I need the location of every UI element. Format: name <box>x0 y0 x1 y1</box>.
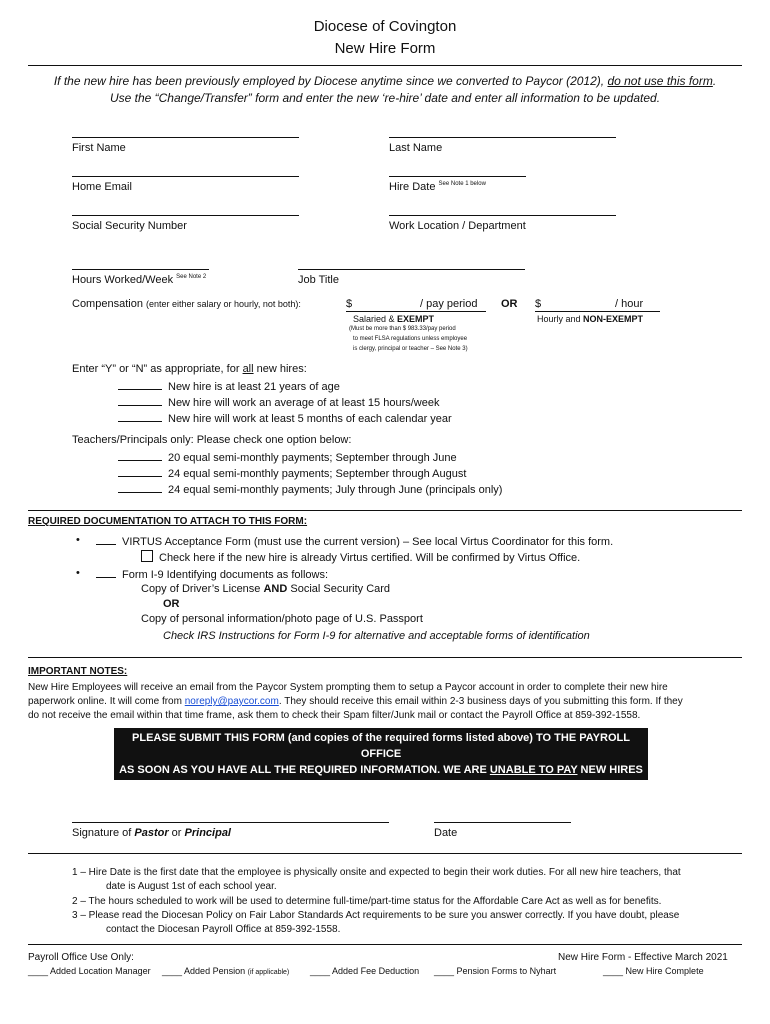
footer-blank-pension[interactable]: ____ <box>162 966 183 976</box>
pay-period-label: / pay period <box>420 298 478 310</box>
required-divider <box>28 510 742 511</box>
hourly-nonexempt-label <box>537 314 643 324</box>
submit-notice-box <box>114 728 648 792</box>
or-label: OR <box>501 298 518 310</box>
teacher-text-1: 20 equal semi-monthly payments; September through June <box>168 452 457 464</box>
intro-text-c: . <box>712 74 717 88</box>
teacher-blank-2[interactable] <box>118 466 162 477</box>
org-title: Diocese of Covington <box>313 18 457 35</box>
notice-line-2-c: NEW HIRES <box>577 764 643 776</box>
hours-line[interactable] <box>72 269 209 270</box>
yn-text-months: New hire will work at least 5 months of each calendar year <box>168 413 452 425</box>
notice-line-3-c: REQUESTED FORMS HAVE BEEN COMPLETED AND SUBMITTED THROUGH PAYCOR. <box>180 780 638 792</box>
exempt-note-2: to meet FLSA regulations unless employee <box>353 336 468 342</box>
hourly-field[interactable] <box>535 298 660 312</box>
footnote-1-a: 1 – Hire Date is the first date that the employee is physically onsite and expected to begin their work duties. For all new hire teachers, that <box>72 867 681 878</box>
teacher-blank-1[interactable] <box>118 450 162 461</box>
teachers-intro: Teachers/Principals only: Please check one option below: <box>72 434 352 446</box>
hire-date-text: Hire Date <box>389 181 436 193</box>
notes-line-3: do not receive the email within that time frame, ask them to check their Spam filter/Junk mail or contact the Payroll Office at 859-392-1558. <box>28 710 641 721</box>
exempt-text: EXEMPT <box>397 314 435 324</box>
copy-dl-a: Copy of Driver’s License <box>141 583 264 595</box>
copy-dl-and: AND <box>263 583 288 595</box>
hire-date-line[interactable] <box>389 176 526 177</box>
form-title: New Hire Form <box>334 40 436 57</box>
or-docs: OR <box>163 598 180 610</box>
hours-label <box>72 274 206 286</box>
footer-complete-text: New Hire Complete <box>625 966 704 976</box>
ssn-label: Social Security Number <box>72 220 187 232</box>
teacher-option-2 <box>118 466 466 480</box>
effective-label: New Hire Form - Effective March 2021 <box>558 952 728 963</box>
exempt-note-1: (Must be more than $ 983.33/pay period <box>349 326 456 332</box>
yn-intro-a: Enter “Y” or “N” as appropriate, for <box>72 363 243 375</box>
footer-location <box>28 966 151 976</box>
irs-instructions: Check IRS Instructions for Form I-9 for alternative and acceptable forms of identification <box>163 630 590 642</box>
bullet-virtus: • <box>76 534 80 546</box>
exempt-note-3: is clergy, principal or teacher – See Note 3) <box>353 346 468 352</box>
footer-pension-note: (if applicable) <box>247 969 290 976</box>
header-divider <box>28 65 742 66</box>
yn-blank-age[interactable] <box>118 379 162 390</box>
notes-line-1: New Hire Employees will receive an email from the Paycor System prompting them to setup a Paycor account in order to complete their new hire <box>28 682 668 693</box>
notes-line-2 <box>28 696 683 707</box>
first-name-line[interactable] <box>72 137 299 138</box>
footer-blank-complete[interactable]: ____ <box>603 966 624 976</box>
hour-label: / hour <box>615 298 644 310</box>
hours-text: Hours Worked/Week <box>72 274 174 286</box>
job-title-label: Job Title <box>298 274 339 286</box>
signature-label <box>72 827 231 839</box>
notes-line-2-a: paperwork online. It will come from <box>28 696 185 707</box>
job-title-line[interactable] <box>298 269 525 270</box>
notice-line-3-a: UNTIL <box>124 780 160 792</box>
footnote-3-a: 3 – Please read the Diocesan Policy on Fair Labor Standards Act requirements to be sure you answer correctly. If you have doubt, please <box>72 910 680 921</box>
virtus-blank[interactable] <box>96 534 116 545</box>
footer-fee-text: Added Fee Deduction <box>332 966 420 976</box>
yn-text-age: New hire is at least 21 years of age <box>168 381 340 393</box>
footer-divider <box>28 944 742 945</box>
footer-nyhart-text: Pension Forms to Nyhart <box>456 966 557 976</box>
intro-text-emphasis: do not use this form <box>607 74 713 88</box>
payroll-use-label: Payroll Office Use Only: <box>28 952 134 963</box>
i9-text: Form I-9 Identifying documents as follows: <box>122 569 329 581</box>
date-line[interactable] <box>434 822 571 823</box>
work-location-label: Work Location / Department <box>389 220 526 232</box>
virtus-text: VIRTUS Acceptance Form (must use the current version) – See local Virtus Coordinator for this form. <box>122 536 614 548</box>
yn-intro <box>72 363 307 375</box>
work-location-line[interactable] <box>389 215 616 216</box>
home-email-line[interactable] <box>72 176 299 177</box>
footnote-1-b: date is August 1st of each school year. <box>106 881 277 892</box>
yn-blank-hours[interactable] <box>118 395 162 406</box>
signature-pastor: Pastor <box>134 827 169 839</box>
virtus-item <box>96 534 613 548</box>
yn-intro-all: all <box>242 363 254 375</box>
signature-line[interactable] <box>72 822 389 823</box>
footer-blank-nyhart[interactable]: ____ <box>434 966 455 976</box>
ssn-line[interactable] <box>72 215 299 216</box>
notes-line-2-c: . They should receive this email within 2-3 business days of you submitting this form. If they <box>278 696 683 707</box>
signature-of: Signature of <box>72 827 135 839</box>
yn-item-age <box>118 379 340 393</box>
teacher-option-1 <box>118 450 457 464</box>
passport-row: Copy of personal information/photo page of U.S. Passport <box>141 613 423 625</box>
i9-blank[interactable] <box>96 567 116 578</box>
salary-dollar: $ <box>346 298 353 310</box>
footer-nyhart <box>434 966 556 976</box>
teacher-option-3 <box>118 482 502 496</box>
yn-blank-months[interactable] <box>118 411 162 422</box>
paycor-email-link[interactable]: noreply@paycor.com <box>184 696 279 707</box>
notice-line-3 <box>114 778 648 794</box>
copy-dl-c: Social Security Card <box>287 583 391 595</box>
teacher-text-3: 24 equal semi-monthly payments; July through June (principals only) <box>168 484 503 496</box>
copy-dl-row <box>141 583 390 595</box>
last-name-label: Last Name <box>389 142 443 154</box>
intro-text-a: If the new hire has been previously employed by Diocese anytime since we converted to Paycor (2012), <box>53 74 608 88</box>
footnotes-divider <box>28 853 742 854</box>
hire-date-label <box>389 181 486 193</box>
footer-complete <box>603 966 704 976</box>
hours-note: See Note 2 <box>176 274 207 280</box>
yn-item-hours <box>118 395 439 409</box>
footnote-2: 2 – The hours scheduled to work will be used to determine full-time/part-time status for the Affordable Care Act as well as for benefits. <box>72 896 662 907</box>
yn-intro-c: new hires: <box>253 363 307 375</box>
teacher-text-2: 24 equal semi-monthly payments; September through August <box>168 468 467 480</box>
home-email-label: Home Email <box>72 181 132 193</box>
date-label: Date <box>434 827 458 839</box>
notice-all: ALL <box>159 780 181 792</box>
notes-heading: IMPORTANT NOTES: <box>28 666 128 677</box>
salaried-text: Salaried & <box>353 314 398 324</box>
virtus-check-text: Check here if the new hire is already Virtus certified. Will be confirmed by Virtus Office. <box>159 552 581 564</box>
teacher-blank-3[interactable] <box>118 482 162 493</box>
footer-blank-fee[interactable]: ____ <box>310 966 331 976</box>
hire-date-note: See Note 1 below <box>438 181 486 187</box>
hourly-text: Hourly and <box>537 314 584 324</box>
bullet-i9: • <box>76 567 80 579</box>
hourly-dollar: $ <box>535 298 542 310</box>
intro-line-1 <box>0 74 770 88</box>
signature-or: or <box>168 827 185 839</box>
footer-pension <box>162 966 289 976</box>
compensation-label <box>72 298 301 310</box>
salaried-exempt-label <box>353 314 434 324</box>
yn-text-hours: New hire will work an average of at least 15 hours/week <box>168 397 440 409</box>
yn-item-months <box>118 411 452 425</box>
notes-divider <box>28 657 742 658</box>
i9-item <box>96 567 328 581</box>
first-name-label: First Name <box>72 142 126 154</box>
salary-field[interactable] <box>346 298 486 312</box>
footer-pension-text: Added Pension <box>184 966 246 976</box>
footnote-3-b: contact the Diocesan Payroll Office at 859-392-1558. <box>106 924 341 935</box>
notice-line-2-a: AS SOON AS YOU HAVE ALL THE REQUIRED INFORMATION. WE ARE <box>119 764 490 776</box>
last-name-line[interactable] <box>389 137 616 138</box>
notice-unable: UNABLE TO PAY <box>489 764 578 776</box>
compensation-text: Compensation <box>72 298 143 310</box>
footer-blank-location[interactable]: ____ <box>28 966 49 976</box>
footer-location-text: Added Location Manager <box>50 966 151 976</box>
virtus-check-row <box>141 550 580 564</box>
nonexempt-text: NON-EXEMPT <box>583 314 644 324</box>
intro-line-2: Use the “Change/Transfer” form and enter the new ‘re-hire’ date and enter all information to be updated. <box>109 91 661 105</box>
required-heading: REQUIRED DOCUMENTATION TO ATTACH TO THIS FORM: <box>28 516 308 527</box>
notice-line-2 <box>114 762 648 778</box>
notice-line-1: PLEASE SUBMIT THIS FORM (and copies of the required forms listed above) TO THE PAYROLL OFFICE <box>132 732 630 760</box>
signature-principal: Principal <box>184 827 231 839</box>
footer-fee <box>310 966 419 976</box>
compensation-hint: (enter either salary or hourly, not both): <box>146 299 301 309</box>
virtus-certified-checkbox[interactable] <box>141 550 153 562</box>
